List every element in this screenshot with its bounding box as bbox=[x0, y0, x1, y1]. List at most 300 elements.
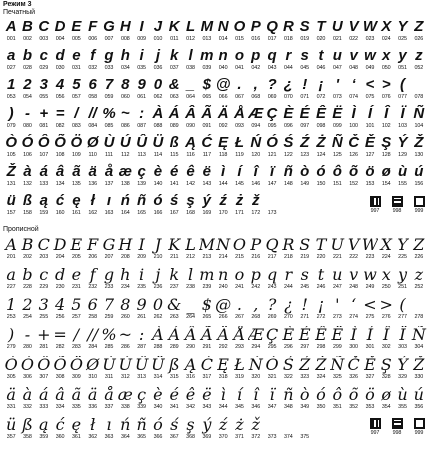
glyph-code: 265 bbox=[202, 314, 212, 320]
glyph-code: 345 bbox=[235, 404, 244, 410]
glyph: _ bbox=[186, 76, 195, 93]
print-cell bbox=[150, 18, 166, 44]
print-cell bbox=[345, 163, 361, 189]
glyph: Á bbox=[168, 326, 180, 344]
glyph: Ą bbox=[185, 134, 196, 151]
glyph-code: 038 bbox=[186, 65, 195, 71]
script-row bbox=[3, 266, 427, 292]
glyph-code: 172 bbox=[251, 210, 261, 216]
glyph: r bbox=[284, 266, 293, 284]
print-cell bbox=[117, 105, 133, 131]
glyph: O bbox=[232, 236, 247, 254]
glyph: q bbox=[267, 47, 277, 64]
glyph: Ï bbox=[399, 326, 406, 344]
print-cell bbox=[215, 105, 231, 131]
grid-block-icon bbox=[414, 196, 425, 207]
print-cell bbox=[166, 105, 182, 131]
script-cell bbox=[411, 296, 427, 322]
script-cell bbox=[313, 416, 329, 442]
glyph: Ñ bbox=[411, 326, 426, 344]
print-cell bbox=[362, 134, 378, 160]
glyph-code: 285 bbox=[104, 344, 114, 350]
glyph-code: 286 bbox=[120, 344, 130, 350]
print-cell bbox=[3, 18, 19, 44]
glyph: é bbox=[170, 163, 179, 180]
glyph-code: 293 bbox=[235, 344, 244, 350]
print-cell bbox=[231, 134, 247, 160]
glyph: , bbox=[253, 76, 258, 93]
glyph-code: 074 bbox=[349, 94, 358, 100]
glyph: D bbox=[54, 18, 66, 35]
script-cell bbox=[264, 326, 280, 352]
glyph-code: 055 bbox=[39, 94, 49, 100]
special-symbol-997 bbox=[365, 194, 385, 215]
glyph: Z bbox=[413, 236, 425, 254]
glyph-code: 313 bbox=[137, 374, 146, 380]
glyph: Í bbox=[366, 326, 374, 344]
script-cell bbox=[411, 386, 427, 412]
script-cell bbox=[248, 356, 264, 382]
glyph: Â bbox=[185, 105, 196, 122]
glyph-code: 102 bbox=[381, 123, 391, 129]
glyph-code: 258 bbox=[88, 314, 98, 320]
print-cell bbox=[264, 192, 280, 218]
script-cell bbox=[68, 416, 84, 442]
glyph: Ì bbox=[350, 326, 357, 344]
print-cell bbox=[166, 76, 182, 102]
script-cell bbox=[411, 236, 427, 262]
glyph-code: 095 bbox=[267, 123, 277, 129]
glyph-code: 287 bbox=[137, 344, 146, 350]
print-cell bbox=[199, 18, 215, 44]
glyph: j bbox=[155, 47, 160, 64]
glyph: X bbox=[380, 236, 392, 254]
script-cell bbox=[36, 326, 52, 352]
script-cell bbox=[329, 416, 345, 442]
glyph: m bbox=[200, 47, 214, 64]
print-cell bbox=[264, 134, 280, 160]
glyph-code: 121 bbox=[267, 152, 277, 158]
print-cell bbox=[52, 76, 68, 102]
print-cell bbox=[36, 163, 52, 189]
glyph: z bbox=[415, 47, 423, 64]
special-symbol-998 bbox=[387, 194, 407, 215]
glyph: õ bbox=[348, 386, 359, 404]
script-cell bbox=[345, 356, 361, 382]
print-cell bbox=[215, 47, 231, 73]
print-cell bbox=[52, 47, 68, 73]
print-cell bbox=[133, 18, 149, 44]
script-cell bbox=[329, 326, 345, 352]
print-row bbox=[3, 47, 427, 73]
script-row bbox=[3, 236, 427, 262]
glyph: Ò bbox=[4, 356, 18, 374]
glyph-code: 280 bbox=[23, 344, 32, 350]
glyph: b bbox=[22, 266, 33, 284]
glyph-code: 142 bbox=[186, 181, 195, 187]
glyph-code: 366 bbox=[153, 434, 163, 440]
glyph: Ë bbox=[331, 326, 344, 344]
glyph: M bbox=[200, 18, 214, 35]
glyph-code: 003 bbox=[39, 36, 49, 42]
glyph-code: 005 bbox=[72, 36, 81, 42]
script-cell bbox=[133, 416, 149, 442]
glyph-code: 098 bbox=[316, 123, 326, 129]
glyph: Q bbox=[265, 236, 279, 254]
glyph-code: 128 bbox=[381, 152, 391, 158]
script-cell bbox=[297, 386, 313, 412]
print-cell bbox=[313, 192, 329, 218]
script-cell bbox=[394, 326, 410, 352]
script-cell bbox=[264, 356, 280, 382]
print-cell bbox=[19, 105, 35, 131]
glyph: T bbox=[316, 18, 326, 35]
glyph: B bbox=[21, 236, 34, 254]
script-cell bbox=[19, 416, 35, 442]
print-cell bbox=[297, 163, 313, 189]
glyph-code: 056 bbox=[55, 94, 65, 100]
glyph: Q bbox=[266, 18, 278, 35]
script-cell bbox=[215, 356, 231, 382]
glyph: ( bbox=[400, 76, 406, 93]
glyph: % bbox=[102, 105, 116, 122]
print-cell bbox=[166, 163, 182, 189]
glyph-code: 080 bbox=[23, 123, 32, 129]
print-cell bbox=[85, 134, 101, 160]
glyph-code: 075 bbox=[365, 94, 375, 100]
print-cell bbox=[85, 192, 101, 218]
glyph-code: 328 bbox=[381, 374, 391, 380]
glyph-code: 201 bbox=[6, 254, 16, 260]
glyph-code: 007 bbox=[104, 36, 114, 42]
script-row bbox=[3, 386, 427, 412]
glyph: 7 bbox=[104, 76, 114, 93]
print-cell bbox=[297, 47, 313, 73]
glyph-code: 057 bbox=[72, 94, 81, 100]
print-cell bbox=[166, 134, 182, 160]
print-cell bbox=[166, 192, 182, 218]
glyph-code: 165 bbox=[137, 210, 146, 216]
glyph: Ć bbox=[200, 356, 213, 374]
glyph-code: 271 bbox=[300, 314, 310, 320]
glyph-code: 030 bbox=[55, 65, 65, 71]
glyph: Ě bbox=[364, 356, 376, 374]
glyph-code: 300 bbox=[349, 344, 358, 350]
glyph-code: 350 bbox=[316, 404, 326, 410]
glyph-code: 157 bbox=[6, 210, 16, 216]
special-code: 997 bbox=[370, 430, 380, 436]
glyph-code: 039 bbox=[202, 65, 212, 71]
glyph: Ù bbox=[103, 134, 115, 151]
glyph-code: 223 bbox=[365, 254, 375, 260]
glyph: â bbox=[55, 386, 65, 404]
glyph-code: 046 bbox=[316, 65, 326, 71]
glyph-code: 270 bbox=[284, 314, 293, 320]
print-cell bbox=[264, 163, 280, 189]
script-cell bbox=[264, 236, 280, 262]
glyph-code: 335 bbox=[72, 404, 81, 410]
glyph-code: 222 bbox=[349, 254, 358, 260]
glyph: + bbox=[37, 326, 51, 344]
print-row bbox=[3, 134, 427, 160]
glyph-code: 059 bbox=[104, 94, 114, 100]
glyph-code: 170 bbox=[218, 210, 228, 216]
print-cell bbox=[280, 18, 296, 44]
glyph-code: 257 bbox=[72, 314, 81, 320]
glyph-code: 215 bbox=[235, 254, 244, 260]
grid-block-icon bbox=[392, 196, 403, 207]
glyph-code: 323 bbox=[300, 374, 310, 380]
glyph: Ø bbox=[86, 134, 99, 151]
glyph: n bbox=[218, 47, 228, 64]
glyph: è bbox=[153, 386, 163, 404]
glyph-code: 093 bbox=[235, 123, 244, 129]
glyph-code: 301 bbox=[365, 344, 375, 350]
glyph-code: 311 bbox=[104, 374, 114, 380]
glyph-code: 089 bbox=[169, 123, 179, 129]
glyph-code: 138 bbox=[120, 181, 130, 187]
script-cell bbox=[248, 296, 264, 322]
glyph: Ö bbox=[69, 356, 83, 374]
script-cell bbox=[329, 356, 345, 382]
print-cell bbox=[231, 163, 247, 189]
script-cell bbox=[150, 296, 166, 322]
glyph-code: 096 bbox=[284, 123, 293, 129]
script-cell bbox=[231, 356, 247, 382]
glyph: ą bbox=[39, 192, 48, 209]
glyph-code: 233 bbox=[104, 284, 114, 290]
print-cell bbox=[19, 47, 35, 73]
glyph-code: 325 bbox=[332, 374, 342, 380]
glyph-code: 058 bbox=[88, 94, 98, 100]
script-cell bbox=[85, 416, 101, 442]
glyph-code: 139 bbox=[137, 181, 146, 187]
glyph-code: 305 bbox=[6, 374, 16, 380]
glyph: é bbox=[169, 386, 179, 404]
glyph-code: 281 bbox=[39, 344, 49, 350]
script-cell bbox=[101, 236, 117, 262]
glyph-code: 352 bbox=[349, 404, 358, 410]
print-cell bbox=[36, 18, 52, 44]
script-cell bbox=[117, 356, 133, 382]
glyph: % bbox=[101, 326, 117, 344]
print-cell bbox=[215, 192, 231, 218]
glyph-code: 346 bbox=[251, 404, 261, 410]
print-cell bbox=[117, 18, 133, 44]
script-cell bbox=[3, 296, 19, 322]
glyph-code: 269 bbox=[267, 314, 277, 320]
print-cell bbox=[297, 18, 313, 44]
glyph-code: 099 bbox=[332, 123, 342, 129]
glyph: ö bbox=[365, 163, 375, 180]
grid-block-icon bbox=[414, 418, 425, 429]
glyph-code: 338 bbox=[120, 404, 130, 410]
print-cell bbox=[3, 134, 19, 160]
glyph: b bbox=[22, 47, 33, 64]
glyph-code: 217 bbox=[267, 254, 277, 260]
glyph-code: 329 bbox=[398, 374, 407, 380]
print-cell bbox=[264, 47, 280, 73]
script-cell bbox=[36, 236, 52, 262]
glyph: 9 bbox=[136, 296, 147, 314]
glyph: Ě bbox=[364, 134, 375, 151]
script-row bbox=[3, 416, 427, 442]
glyph-code: 168 bbox=[186, 210, 195, 216]
script-cell bbox=[329, 266, 345, 292]
script-cell bbox=[150, 236, 166, 262]
glyph: Ü bbox=[152, 134, 164, 151]
glyph: S bbox=[299, 18, 310, 35]
script-cell bbox=[280, 416, 296, 442]
glyph: 4 bbox=[54, 296, 66, 314]
glyph-code: 226 bbox=[414, 254, 424, 260]
glyph: 5 bbox=[71, 296, 82, 314]
glyph-code: 372 bbox=[251, 434, 261, 440]
glyph: Ï bbox=[400, 105, 405, 122]
print-cell bbox=[378, 47, 394, 73]
glyph-code: 360 bbox=[55, 434, 65, 440]
glyph: ë bbox=[202, 386, 212, 404]
glyph: P bbox=[250, 18, 261, 35]
glyph: I bbox=[139, 18, 144, 35]
print-cell bbox=[297, 134, 313, 160]
special-code: 998 bbox=[392, 430, 402, 436]
glyph-code: 094 bbox=[251, 123, 261, 129]
glyph: ß bbox=[22, 192, 33, 209]
glyph: É bbox=[298, 326, 311, 344]
script-cell bbox=[297, 326, 313, 352]
script-cell bbox=[117, 236, 133, 262]
glyph: l bbox=[188, 47, 193, 64]
glyph: ß bbox=[168, 356, 180, 374]
print-cell bbox=[280, 192, 296, 218]
script-cell bbox=[199, 356, 215, 382]
glyph: c bbox=[39, 266, 49, 284]
glyph-code: 116 bbox=[186, 152, 195, 158]
glyph: l bbox=[187, 266, 194, 284]
script-cell bbox=[182, 416, 198, 442]
print-cell bbox=[215, 18, 231, 44]
glyph-code: 053 bbox=[6, 94, 16, 100]
glyph: 3 bbox=[38, 296, 49, 314]
print-cell bbox=[150, 134, 166, 160]
script-cell bbox=[297, 356, 313, 382]
print-cell bbox=[166, 47, 182, 73]
print-cell bbox=[329, 134, 345, 160]
glyph-code: 011 bbox=[170, 36, 179, 42]
glyph-code: 081 bbox=[39, 123, 49, 129]
glyph-code: 289 bbox=[169, 344, 179, 350]
glyph-code: 351 bbox=[332, 404, 342, 410]
glyph: Á bbox=[168, 105, 180, 122]
glyph: H bbox=[119, 18, 131, 35]
glyph: å bbox=[104, 386, 114, 404]
glyph-code: 296 bbox=[284, 344, 293, 350]
glyph-code: 160 bbox=[55, 210, 65, 216]
glyph: Ś bbox=[282, 356, 294, 374]
print-cell bbox=[199, 76, 215, 102]
glyph-code: 063 bbox=[169, 94, 179, 100]
glyph: î bbox=[253, 163, 258, 180]
glyph-code: 048 bbox=[349, 65, 358, 71]
glyph-code: 362 bbox=[88, 434, 98, 440]
glyph-code: 125 bbox=[332, 152, 342, 158]
glyph: Ę bbox=[218, 134, 229, 151]
glyph: ‘ bbox=[351, 296, 357, 314]
glyph-code: 156 bbox=[414, 181, 424, 187]
glyph-code: 290 bbox=[186, 344, 195, 350]
glyph: M bbox=[198, 236, 215, 254]
glyph-code: 018 bbox=[284, 36, 293, 42]
glyph: d bbox=[55, 47, 65, 64]
glyph-code: 149 bbox=[300, 181, 310, 187]
script-cell bbox=[19, 356, 35, 382]
print-cell bbox=[329, 192, 345, 218]
glyph: Ż bbox=[315, 356, 327, 374]
glyph-code: 203 bbox=[39, 254, 49, 260]
print-cell bbox=[133, 134, 149, 160]
glyph-code: 254 bbox=[23, 314, 32, 320]
glyph-code: 117 bbox=[202, 152, 211, 158]
print-cell bbox=[329, 105, 345, 131]
glyph: Ž bbox=[414, 134, 424, 151]
print-cell bbox=[345, 47, 361, 73]
glyph-code: 028 bbox=[23, 65, 32, 71]
glyph-code: 202 bbox=[23, 254, 32, 260]
script-cell bbox=[36, 386, 52, 412]
glyph-code: 326 bbox=[349, 374, 358, 380]
glyph: I bbox=[138, 236, 145, 254]
glyph-code: 227 bbox=[6, 284, 16, 290]
script-cell bbox=[133, 326, 149, 352]
print-cell bbox=[231, 105, 247, 131]
glyph-code: 207 bbox=[104, 254, 114, 260]
glyph: s bbox=[300, 266, 309, 284]
script-cell bbox=[133, 296, 149, 322]
glyph-code: 034 bbox=[120, 65, 130, 71]
glyph: V bbox=[347, 236, 360, 254]
glyph-code: 164 bbox=[120, 210, 130, 216]
glyph: W bbox=[361, 236, 379, 254]
glyph: ß bbox=[22, 416, 33, 434]
glyph: ú bbox=[414, 163, 424, 180]
glyph-code: 134 bbox=[55, 181, 65, 187]
print-cell bbox=[231, 18, 247, 44]
print-cell bbox=[85, 47, 101, 73]
glyph: Å bbox=[233, 326, 246, 344]
glyph-code: 277 bbox=[398, 314, 407, 320]
glyph: L bbox=[185, 18, 196, 35]
print-cell bbox=[133, 105, 149, 131]
glyph: : bbox=[139, 105, 145, 122]
glyph-code: 234 bbox=[120, 284, 130, 290]
glyph-code: 264 bbox=[186, 314, 195, 320]
glyph-code: 043 bbox=[267, 65, 277, 71]
glyph: ş bbox=[186, 416, 195, 434]
glyph-code: 167 bbox=[169, 210, 179, 216]
glyph-code: 225 bbox=[398, 254, 407, 260]
glyph: 4 bbox=[55, 76, 65, 93]
glyph: Ø bbox=[86, 356, 100, 374]
glyph: Ę bbox=[217, 356, 229, 374]
script-cell bbox=[36, 416, 52, 442]
glyph-code: 109 bbox=[72, 152, 81, 158]
special-code: 999 bbox=[414, 430, 424, 436]
glyph-code: 284 bbox=[88, 344, 98, 350]
script-cell bbox=[345, 416, 361, 442]
glyph: g bbox=[103, 266, 115, 284]
script-cell bbox=[199, 296, 215, 322]
